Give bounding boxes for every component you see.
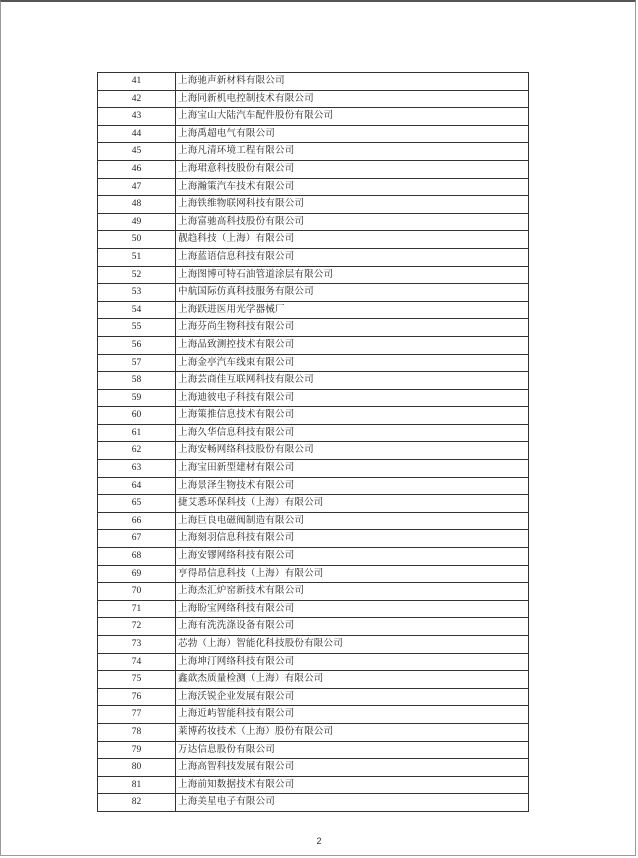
company-name-cell: 芯勃（上海）智能化科技股份有限公司 [176,636,529,654]
row-number-cell: 55 [98,319,176,337]
table-row [98,688,529,706]
company-name-cell: 上海景泽生物技术有限公司 [176,477,529,495]
company-name-cell: 上海瀚策汽车技术有限公司 [176,178,529,196]
company-name-cell: 捷艾悉环保科技（上海）有限公司 [176,495,529,513]
table-row [98,125,529,143]
table-row [98,723,529,741]
company-name-cell: 上海同新机电控制技术有限公司 [176,90,529,108]
table-row [98,583,529,601]
company-name-cell: 上海迪彼电子科技有限公司 [176,389,529,407]
table-row [98,776,529,794]
row-number-cell: 78 [98,723,176,741]
row-number-cell: 52 [98,266,176,284]
row-number-cell: 49 [98,213,176,231]
page-number: 2 [316,836,322,846]
row-number-cell: 69 [98,565,176,583]
table-row [98,354,529,372]
table-row [98,301,529,319]
row-number-cell: 63 [98,460,176,478]
company-name-cell: 上海金亭汽车线束有限公司 [176,354,529,372]
row-number-cell: 62 [98,442,176,460]
company-name-cell: 上海宝山大陆汽车配件股份有限公司 [176,108,529,126]
table-row [98,108,529,126]
company-name-cell: 上海铁维物联网科技有限公司 [176,196,529,214]
table-row [98,319,529,337]
company-name-cell: 上海珺意科技股份有限公司 [176,160,529,178]
company-name-cell: 上海禹超电气有限公司 [176,125,529,143]
table-row [98,741,529,759]
table-row [98,284,529,302]
table-row [98,565,529,583]
table-row [98,73,529,91]
table-row [98,618,529,636]
row-number-cell: 57 [98,354,176,372]
company-name-cell: 万达信息股份有限公司 [176,741,529,759]
row-number-cell: 59 [98,389,176,407]
company-name-cell: 上海跃进医用光学器械厂 [176,301,529,319]
table-row [98,653,529,671]
table-row [98,460,529,478]
company-name-cell: 上海沃锐企业发展有限公司 [176,688,529,706]
table-body [98,73,529,812]
row-number-cell: 43 [98,108,176,126]
company-name-cell: 上海近屿智能科技有限公司 [176,706,529,724]
company-name-cell: 上海安镠网络科技有限公司 [176,548,529,566]
table-row [98,442,529,460]
company-name-cell: 上海驰声新材料有限公司 [176,73,529,91]
row-number-cell: 47 [98,178,176,196]
company-name-cell: 上海芬尚生物科技有限公司 [176,319,529,337]
table-row [98,671,529,689]
table-row [98,143,529,161]
company-name-cell: 上海有洗洗涤设备有限公司 [176,618,529,636]
row-number-cell: 65 [98,495,176,513]
company-name-cell: 上海图博可特石油管道涂层有限公司 [176,266,529,284]
row-number-cell: 50 [98,231,176,249]
company-name-cell: 莱博药妆技术（上海）股份有限公司 [176,723,529,741]
row-number-cell: 54 [98,301,176,319]
table-row [98,407,529,425]
row-number-cell: 79 [98,741,176,759]
row-number-cell: 56 [98,336,176,354]
row-number-cell: 51 [98,248,176,266]
company-name-cell: 上海美星电子有限公司 [176,794,529,812]
company-name-cell: 中航国际仿真科技服务有限公司 [176,284,529,302]
company-table [97,72,529,812]
company-name-cell: 上海盼宝网络科技有限公司 [176,600,529,618]
company-name-cell: 上海杰汇炉窑新技术有限公司 [176,583,529,601]
table-row [98,794,529,812]
table-row [98,213,529,231]
row-number-cell: 64 [98,477,176,495]
company-name-cell: 鑫歆杰质量检测（上海）有限公司 [176,671,529,689]
company-name-cell: 上海坤汀网络科技有限公司 [176,653,529,671]
company-name-cell: 上海富驰高科技股份有限公司 [176,213,529,231]
row-number-cell: 53 [98,284,176,302]
row-number-cell: 44 [98,125,176,143]
table-row [98,759,529,777]
company-name-cell: 上海前知数据技术有限公司 [176,776,529,794]
company-name-cell: 上海凡清环境工程有限公司 [176,143,529,161]
company-name-cell: 上海久华信息科技有限公司 [176,424,529,442]
table-row [98,389,529,407]
company-name-cell: 上海芸商佳互联网科技有限公司 [176,372,529,390]
row-number-cell: 73 [98,636,176,654]
table-row [98,336,529,354]
table-row [98,530,529,548]
row-number-cell: 46 [98,160,176,178]
row-number-cell: 75 [98,671,176,689]
row-number-cell: 48 [98,196,176,214]
company-name-cell: 上海巨良电磁阀制造有限公司 [176,512,529,530]
row-number-cell: 76 [98,688,176,706]
company-name-cell: 上海策推信息技术有限公司 [176,407,529,425]
company-name-cell: 上海品致测控技术有限公司 [176,336,529,354]
table-row [98,248,529,266]
row-number-cell: 72 [98,618,176,636]
table-row [98,495,529,513]
row-number-cell: 68 [98,548,176,566]
company-name-cell: 亨得昂信息科技（上海）有限公司 [176,565,529,583]
table-row [98,706,529,724]
row-number-cell: 70 [98,583,176,601]
table-row [98,477,529,495]
table-row [98,160,529,178]
table-row [98,548,529,566]
row-number-cell: 80 [98,759,176,777]
table-row [98,196,529,214]
company-name-cell: 上海刻羽信息科技有限公司 [176,530,529,548]
row-number-cell: 60 [98,407,176,425]
table-row [98,372,529,390]
row-number-cell: 42 [98,90,176,108]
row-number-cell: 71 [98,600,176,618]
company-name-cell: 上海高智科技发展有限公司 [176,759,529,777]
table-row [98,231,529,249]
table-row [98,178,529,196]
row-number-cell: 67 [98,530,176,548]
row-number-cell: 81 [98,776,176,794]
company-name-cell: 上海蓝语信息科技有限公司 [176,248,529,266]
row-number-cell: 82 [98,794,176,812]
row-number-cell: 45 [98,143,176,161]
table-row [98,600,529,618]
company-name-cell: 靓趋科技（上海）有限公司 [176,231,529,249]
row-number-cell: 41 [98,73,176,91]
table-row [98,636,529,654]
table-row [98,90,529,108]
row-number-cell: 58 [98,372,176,390]
table-row [98,266,529,284]
table-row [98,512,529,530]
company-name-cell: 上海宝田新型建材有限公司 [176,460,529,478]
row-number-cell: 61 [98,424,176,442]
row-number-cell: 74 [98,653,176,671]
company-name-cell: 上海安畅网络科技股份有限公司 [176,442,529,460]
row-number-cell: 77 [98,706,176,724]
row-number-cell: 66 [98,512,176,530]
table-row [98,424,529,442]
